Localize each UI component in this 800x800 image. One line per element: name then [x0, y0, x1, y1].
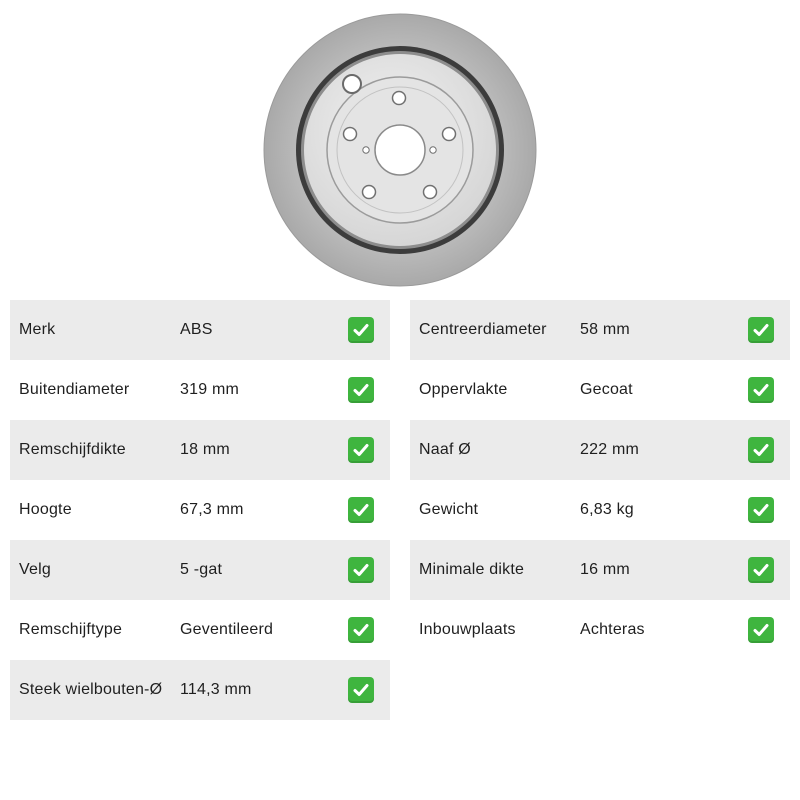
spec-row: [10, 600, 390, 660]
checkmark-icon: [752, 621, 770, 639]
spec-value: Achteras: [580, 621, 645, 638]
checkmark-icon: [752, 381, 770, 399]
spec-row: [410, 360, 790, 420]
spec-label: Hoogte: [19, 501, 72, 518]
spec-label: Steek wielbouten-Ø: [19, 681, 163, 698]
check-badge: [348, 557, 374, 583]
spec-row: [410, 540, 790, 600]
check-badge: [348, 377, 374, 403]
spec-column-right: [410, 300, 790, 720]
spec-row: [410, 300, 790, 360]
check-badge: [748, 617, 774, 643]
spec-label: Gewicht: [419, 501, 479, 518]
checkmark-icon: [752, 501, 770, 519]
checkmark-icon: [752, 321, 770, 339]
spec-value: 222 mm: [580, 441, 639, 458]
spec-table: [10, 300, 790, 720]
spec-label: Merk: [19, 321, 56, 338]
spec-label: Naaf Ø: [419, 441, 471, 458]
brake-disc-icon: [262, 12, 538, 288]
check-badge: [748, 317, 774, 343]
spec-value: 67,3 mm: [180, 501, 244, 518]
check-badge: [748, 377, 774, 403]
check-badge: [748, 497, 774, 523]
checkmark-icon: [352, 561, 370, 579]
spec-row: [10, 300, 390, 360]
spec-column-left: [10, 300, 390, 720]
spec-label: Minimale dikte: [419, 561, 525, 578]
spec-value: 319 mm: [180, 381, 239, 398]
checkmark-icon: [752, 561, 770, 579]
spec-row: [10, 360, 390, 420]
spec-label: Centreerdiameter: [419, 321, 547, 338]
spec-value: ABS: [180, 321, 213, 338]
brake-disc-image: [262, 12, 538, 288]
check-badge: [348, 497, 374, 523]
spec-label: Oppervlakte: [419, 381, 508, 398]
checkmark-icon: [352, 681, 370, 699]
checkmark-icon: [352, 501, 370, 519]
checkmark-icon: [352, 381, 370, 399]
spec-label: Velg: [19, 561, 51, 578]
spec-value: 5 -gat: [180, 561, 223, 578]
check-badge: [348, 437, 374, 463]
check-badge: [348, 317, 374, 343]
spec-value: 18 mm: [180, 441, 230, 458]
spec-value: Gecoat: [580, 381, 633, 398]
spec-value: 6,83 kg: [580, 501, 634, 518]
spec-value: 114,3 mm: [180, 681, 252, 698]
check-badge: [748, 557, 774, 583]
spec-value: 16 mm: [580, 561, 630, 578]
checkmark-icon: [352, 321, 370, 339]
spec-row: [10, 480, 390, 540]
spec-row: [10, 660, 390, 720]
checkmark-icon: [352, 441, 370, 459]
spec-label: Remschijftype: [19, 621, 123, 638]
spec-row: [10, 540, 390, 600]
checkmark-icon: [752, 441, 770, 459]
spec-value: 58 mm: [580, 321, 630, 338]
check-badge: [748, 437, 774, 463]
check-badge: [348, 617, 374, 643]
spec-label: Inbouwplaats: [419, 621, 516, 638]
spec-label: Remschijfdikte: [19, 441, 126, 458]
spec-row: [410, 480, 790, 540]
check-badge: [348, 677, 374, 703]
checkmark-icon: [352, 621, 370, 639]
spec-row: [410, 600, 790, 660]
spec-row: [10, 420, 390, 480]
spec-label: Buitendiameter: [19, 381, 130, 398]
spec-row: [410, 420, 790, 480]
spec-value: Geventileerd: [180, 621, 274, 638]
